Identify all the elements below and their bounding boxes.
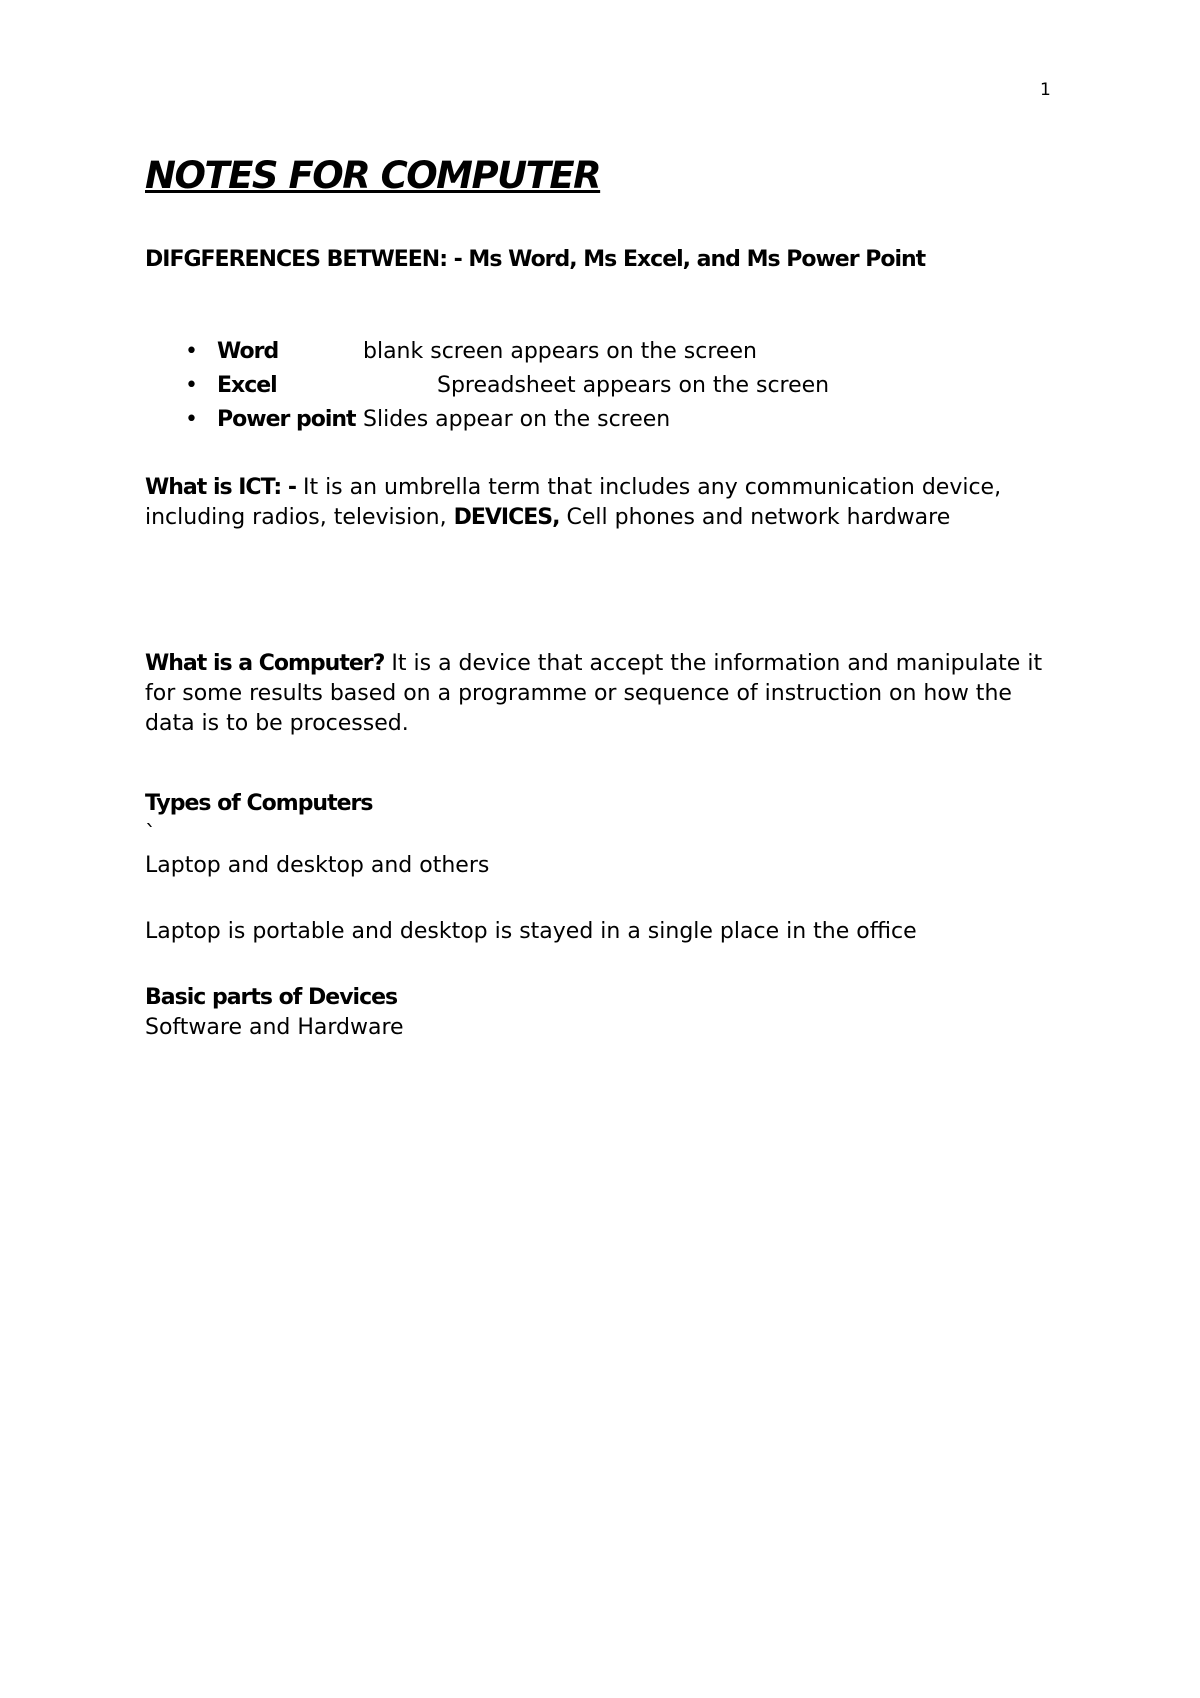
page-number: 1 — [1040, 80, 1051, 100]
ict-label: What is ICT: - — [145, 475, 296, 500]
differences-list — [145, 335, 1065, 437]
basic-parts-heading: Basic parts of Devices — [145, 985, 398, 1010]
list-item-description: blank screen appears on the screen — [363, 339, 757, 364]
document-content — [145, 150, 1065, 1043]
ict-text-1: It is an umbrella term that includes any communication device, including radios, television, — [145, 475, 1002, 530]
ict-paragraph — [145, 473, 1065, 533]
computer-label: What is a Computer? — [145, 651, 385, 676]
list-item-description: Spreadsheet appears on the screen — [437, 373, 830, 398]
computer-paragraph — [145, 649, 1065, 739]
ict-emphasis: DEVICES, — [453, 505, 560, 530]
computer-text: It is a device that accept the information and manipulate it for some results based on a programme or sequence of instruction on how the data is to be processed. — [145, 651, 1043, 736]
differences-subtitle: DIFGFERENCES BETWEEN: - Ms Word, Ms Excel, and Ms Power Point — [145, 247, 926, 272]
basic-parts-text: Software and Hardware — [145, 1015, 404, 1040]
portable-text: Laptop is portable and desktop is stayed in a single place in the office — [145, 919, 917, 944]
types-heading: Types of Computers — [145, 791, 373, 816]
list-item-term: Power point — [217, 407, 356, 432]
list-item — [185, 403, 1065, 437]
bullet-icon: • — [185, 339, 198, 364]
ict-text-2: Cell phones and network hardware — [559, 505, 951, 530]
bullet-icon: • — [185, 407, 198, 432]
list-item — [185, 335, 1065, 369]
bullet-icon: • — [185, 373, 198, 398]
list-item-term: Excel — [217, 373, 277, 398]
list-item-term: Word — [217, 339, 279, 364]
document-title: NOTES FOR COMPUTER — [145, 154, 601, 197]
types-text: Laptop and desktop and others — [145, 853, 490, 878]
list-item-description: Slides appear on the screen — [363, 407, 671, 432]
list-item — [185, 369, 1065, 403]
tick-mark: ` — [145, 822, 156, 847]
